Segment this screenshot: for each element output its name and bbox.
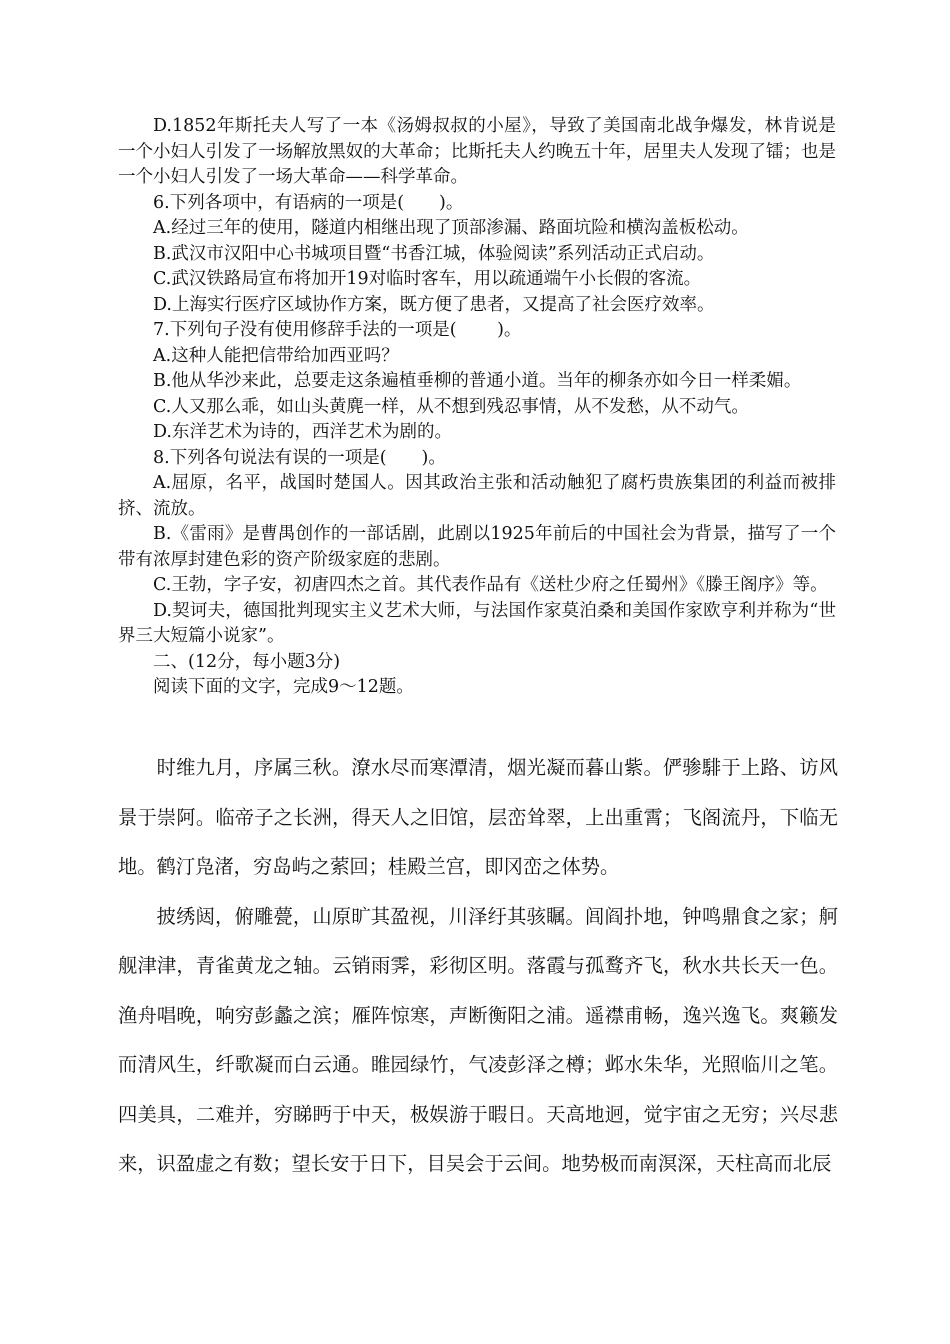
- option-d-q8: D.契诃夫，德国批判现实主义艺术大师，与法国作家莫泊桑和美国作家欧亨利并称为“世界三大短篇小说家”。: [118, 600, 836, 646]
- option-d-q5: D.1852年斯托夫人写了一本《汤姆叔叔的小屋》，导致了美国南北战争爆发，林肯说是一个小妇人引发了一场解放黑奴的大革命；比斯托夫人约晚五十年，居里夫人发现了镭；也是一个小妇人引发了一场大革命——科学革命。: [118, 116, 836, 187]
- reading-passage: [118, 743, 838, 1189]
- section-heading: 二、(12分，每小题3分): [153, 651, 341, 672]
- option-d-q6: D.上海实行医疗区域协作方案，既方便了患者，又提高了社会医疗效率。: [153, 294, 715, 315]
- option-d-q7: D.东洋艺术为诗的，西洋艺术为剧的。: [153, 422, 452, 442]
- option-b-q7: B.他从华沙来此，总要走这条遍植垂柳的普通小道。当年的柳条亦如今日一样柔媚。: [153, 371, 802, 391]
- option-b-q8: B.《雷雨》是曹禺创作的一部话剧，此剧以1925年前后的中国社会为背景，描写了一个带有浓厚封建色彩的资产阶级家庭的悲剧。: [118, 524, 836, 570]
- option-a-q7: A.这种人能把信带给加西亚吗？: [153, 345, 399, 366]
- reading-instruction: 阅读下面的文字，完成9～12题。: [153, 677, 414, 697]
- passage-paragraph-2: 披绣闼，俯雕甍，山原旷其盈视，川泽纡其骇瞩。闾阎扑地，钟鸣鼎食之家；舸舰津津，青雀黄龙之轴。云销雨霁，彩彻区明。落霞与孤鹜齐飞，秋水共长天一色。渔舟唱晚，响穷彭蠡之滨；雁阵惊寒，声断衡阳之浦。遥襟甫畅，逸兴逸飞。爽籁发而清风生，纤歌凝而白云通。睢园绿竹，气凌彭泽之樽；邺水朱华，光照临川之笔。四美具，二难并，穷睇眄于中天，极娱游于暇日。天高地迥，觉宇宙之无穷；兴尽悲来，识盈虚之有数；望长安于日下，目吴会于云间。地势极而南溟深，天柱高而北辰: [118, 904, 838, 1175]
- passage-paragraph-1: 时维九月，序属三秋。潦水尽而寒潭清，烟光凝而暮山紫。俨骖騑于上路、访风景于崇阿。临帝子之长洲，得天人之旧馆，层峦耸翠，上出重霄；飞阁流丹，下临无地。鹤汀凫渚，穷岛屿之萦回；桂殿兰宫，即冈峦之体势。: [118, 756, 838, 878]
- exam-questions: [118, 114, 836, 701]
- option-c-q8: C.王勃，字子安，初唐四杰之首。其代表作品有《送杜少府之任蜀州》《滕王阁序》等。: [153, 575, 828, 595]
- option-c-q7: C.人又那么乖，如山头黄麂一样，从不想到残忍事情，从不发愁，从不动气。: [153, 396, 749, 417]
- question-6: 6.下列各项中，有语病的一项是( )。: [153, 192, 464, 213]
- option-a-q8: A.屈原，名平，战国时楚国人。因其政治主张和活动触犯了腐朽贵族集团的利益而被排挤、流放。: [118, 473, 836, 519]
- option-c-q6: C.武汉铁路局宣布将加开19对临时客车，用以疏通端午小长假的客流。: [153, 269, 702, 289]
- question-7: 7.下列句子没有使用修辞手法的一项是( )。: [153, 320, 522, 340]
- option-b-q6: B.武汉市汉阳中心书城项目暨“书香江城，体验阅读”系列活动正式启动。: [153, 243, 715, 264]
- question-8: 8.下列各句说法有误的一项是( )。: [153, 447, 446, 468]
- option-a-q6: A.经过三年的使用，隧道内相继出现了顶部渗漏、路面坑险和横沟盖板松动。: [153, 218, 749, 238]
